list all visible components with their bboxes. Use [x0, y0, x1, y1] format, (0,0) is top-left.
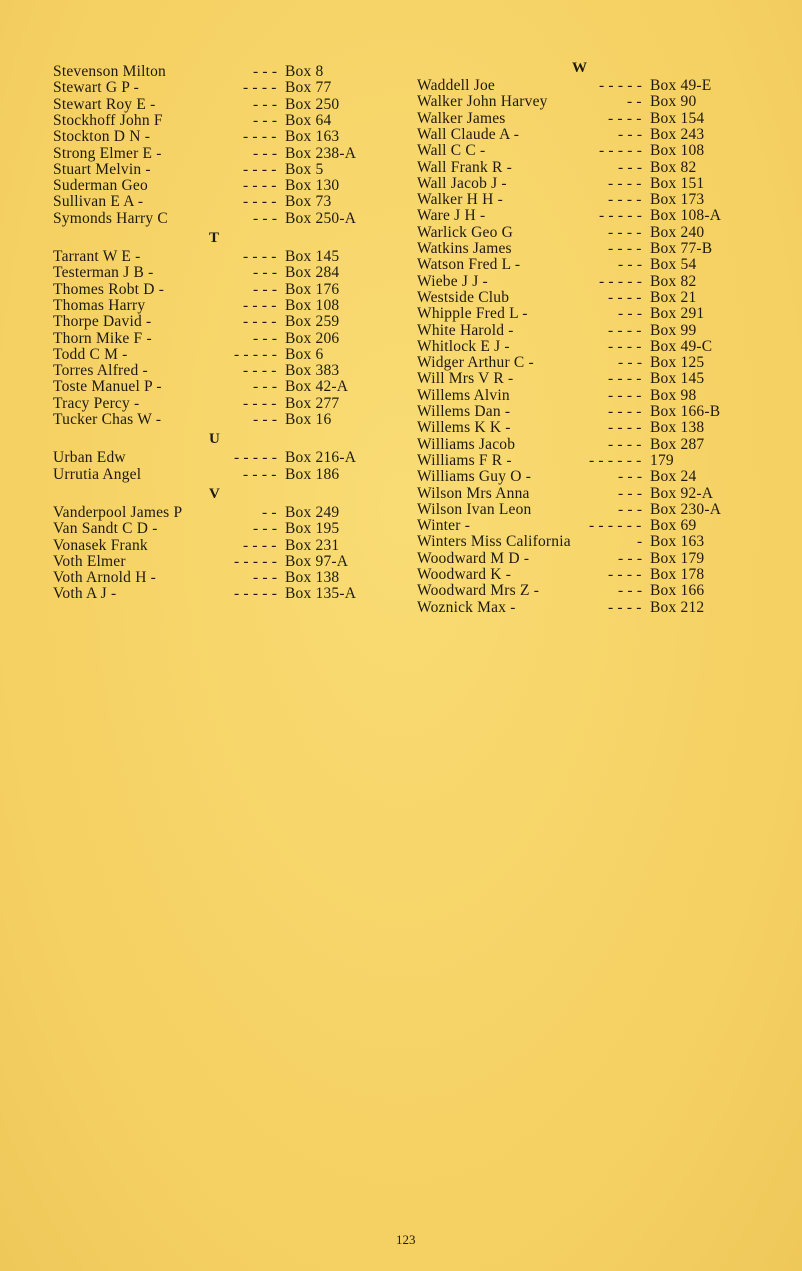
entry-box: Box 212	[650, 598, 705, 616]
entry-name: Willems K K -	[417, 419, 511, 437]
entry-name: Williams F R -	[417, 451, 512, 469]
entry-leaders: - - - -	[243, 128, 277, 146]
entry-leaders: - - - -	[608, 403, 642, 420]
directory-entry	[417, 437, 747, 453]
entry-name: Widger Arthur C -	[417, 354, 534, 372]
entry-name: Warlick Geo G	[417, 223, 514, 241]
entry-leaders: - - -	[253, 209, 278, 227]
entry-name: Voth A J -	[53, 585, 117, 603]
entry-box: Box 166	[650, 582, 705, 600]
entry-box: Box 92-A	[650, 484, 714, 502]
entry-name: Vanderpool James P	[53, 503, 183, 521]
entry-name: Symonds Harry C	[53, 209, 168, 227]
entry-name: Thorpe David -	[53, 313, 152, 331]
entry-leaders: - - -	[618, 484, 643, 502]
directory-entry	[417, 486, 747, 502]
directory-entry	[53, 162, 383, 178]
entry-name: Watkins James	[417, 240, 512, 257]
entry-box: Box 82	[650, 272, 697, 290]
directory-entry	[53, 265, 383, 281]
entry-box: Box 24	[650, 468, 697, 486]
entry-name: Stevenson Milton	[53, 63, 166, 80]
entry-box: Box 77	[285, 79, 332, 97]
directory-entry	[53, 129, 383, 145]
directory-entry	[417, 94, 747, 110]
entry-box: Box 130	[285, 177, 340, 195]
entry-box: Box 97-A	[285, 552, 349, 570]
entry-name: Whipple Fred L -	[417, 305, 528, 323]
entry-leaders: - - - -	[243, 465, 277, 483]
directory-entry	[417, 306, 747, 322]
entry-name: Vonasek Frank	[53, 536, 148, 554]
directory-entry	[53, 570, 383, 586]
entry-box: Box 108	[285, 296, 340, 314]
entry-name: Todd C M -	[53, 345, 128, 363]
entry-leaders: - - - -	[608, 337, 642, 355]
entry-box: 179	[650, 451, 674, 469]
entry-box: Box 108	[650, 142, 705, 160]
directory-entry	[417, 290, 747, 306]
entry-leaders: - - - -	[608, 435, 642, 453]
entry-leaders: - - - -	[608, 240, 642, 257]
directory-entry	[53, 379, 383, 395]
entry-leaders: - - - -	[608, 223, 642, 241]
entry-box: Box 6	[285, 345, 324, 363]
entry-box: Box 42-A	[285, 378, 349, 396]
entry-name: Whitlock E J -	[417, 337, 510, 355]
entry-name: Thomes Robt D -	[53, 280, 165, 298]
entry-leaders: - - -	[618, 158, 643, 176]
entry-name: Williams Jacob	[417, 435, 516, 453]
directory-entry	[53, 363, 383, 379]
entry-box: Box 49-E	[650, 77, 712, 94]
directory-entry	[53, 211, 383, 227]
entry-box: Box 21	[650, 288, 697, 306]
entry-box: Box 125	[650, 354, 705, 372]
directory-entry	[417, 323, 747, 339]
directory-entry	[417, 371, 747, 387]
entry-name: Tucker Chas W -	[53, 411, 162, 428]
entry-name: Ware J H -	[417, 207, 486, 225]
entry-name: Watson Fred L -	[417, 256, 521, 274]
entry-leaders: -	[637, 533, 643, 551]
entry-box: Box 99	[650, 321, 697, 339]
entry-leaders: - - - - - -	[589, 451, 642, 469]
entry-box: Box 230-A	[650, 500, 722, 518]
entry-box: Box 206	[285, 329, 340, 347]
entry-leaders: - - - -	[243, 79, 277, 97]
section-letter: W	[572, 60, 587, 76]
entry-leaders: - - - -	[243, 313, 277, 331]
directory-entry	[417, 274, 747, 290]
entry-leaders: - - -	[253, 280, 278, 298]
entry-box: Box 73	[285, 193, 332, 211]
directory-entry	[53, 450, 383, 466]
entry-box: Box 216-A	[285, 449, 357, 467]
entry-name: Urban Edw	[53, 449, 126, 467]
entry-box: Box 291	[650, 305, 705, 323]
entry-leaders: - - - -	[243, 248, 277, 265]
entry-leaders: - - - - - -	[589, 517, 642, 535]
directory-entry	[53, 298, 383, 314]
directory-entry	[417, 551, 747, 567]
entry-box: Box 166-B	[650, 403, 721, 420]
entry-name: Tracy Percy -	[53, 394, 140, 412]
entry-leaders: - - -	[253, 411, 278, 428]
directory-entry	[417, 388, 747, 404]
entry-leaders: - - -	[618, 305, 643, 323]
directory-entry	[417, 176, 747, 192]
entry-leaders: - - - - -	[234, 345, 278, 363]
entry-name: Will Mrs V R -	[417, 370, 514, 388]
entry-name: Suderman Geo	[53, 177, 148, 195]
entry-box: Box 145	[650, 370, 705, 388]
entry-name: Wiebe J J -	[417, 272, 488, 290]
entry-name: Thomas Harry	[53, 296, 146, 314]
entry-box: Box 250	[285, 95, 340, 113]
entry-name: Voth Elmer	[53, 552, 126, 570]
entry-name: Waddell Joe	[417, 77, 495, 94]
entry-name: Winter -	[417, 517, 471, 535]
entry-name: Woodward K -	[417, 566, 512, 583]
entry-box: Box 284	[285, 264, 340, 282]
entry-leaders: - - - -	[608, 288, 642, 306]
entry-name: Woodward Mrs Z -	[417, 582, 540, 600]
directory-entry	[53, 554, 383, 570]
directory-entry	[417, 208, 747, 224]
directory-entry	[417, 567, 747, 583]
entry-leaders: - - - -	[243, 394, 277, 412]
entry-box: Box 231	[285, 536, 340, 554]
directory-entry	[417, 339, 747, 355]
entry-leaders: - - -	[618, 125, 643, 143]
entry-box: Box 163	[285, 128, 340, 146]
entry-box: Box 287	[650, 435, 705, 453]
entry-box: Box 64	[285, 111, 332, 129]
entry-box: Box 82	[650, 158, 697, 176]
entry-leaders: - - -	[253, 329, 278, 347]
entry-leaders: - - - - -	[234, 585, 278, 603]
directory-entry	[53, 249, 383, 265]
directory-entry	[53, 347, 383, 363]
entry-box: Box 179	[650, 549, 705, 567]
directory-entry	[53, 538, 383, 554]
entry-leaders: - - - -	[608, 191, 642, 209]
entry-name: Urrutia Angel	[53, 465, 142, 483]
entry-name: Walker John Harvey	[417, 93, 548, 111]
entry-leaders: - - - - -	[234, 449, 278, 467]
entry-leaders: - - -	[253, 378, 278, 396]
entry-leaders: - - - -	[608, 174, 642, 192]
directory-entry	[417, 143, 747, 159]
entry-name: Voth Arnold H -	[53, 569, 157, 587]
directory-entry	[53, 178, 383, 194]
directory-entry	[417, 111, 747, 127]
entry-name: Toste Manuel P -	[53, 378, 162, 396]
directory-entry	[417, 583, 747, 599]
entry-box: Box 259	[285, 313, 340, 331]
directory-entry	[53, 80, 383, 96]
directory-entry	[417, 600, 747, 616]
entry-name: Wall Claude A -	[417, 125, 520, 143]
entry-leaders: - - -	[253, 520, 278, 538]
entry-box: Box 238-A	[285, 144, 357, 162]
directory-entry	[417, 404, 747, 420]
entry-box: Box 135-A	[285, 585, 357, 603]
entry-name: Tarrant W E -	[53, 248, 141, 265]
directory-entry	[53, 113, 383, 129]
entry-box: Box 69	[650, 517, 697, 535]
section-letter: V	[209, 485, 220, 502]
entry-name: Wilson Mrs Anna	[417, 484, 530, 502]
entry-name: Wall Jacob J -	[417, 174, 507, 192]
entry-name: Thorn Mike F -	[53, 329, 152, 347]
directory-entry	[53, 505, 383, 521]
entry-box: Box 90	[650, 93, 697, 111]
entry-name: Woodward M D -	[417, 549, 530, 567]
entry-name: Strong Elmer E -	[53, 144, 162, 162]
entry-box: Box 195	[285, 520, 340, 538]
directory-entry	[417, 192, 747, 208]
entry-box: Box 108-A	[650, 207, 722, 225]
entry-leaders: - - -	[253, 63, 278, 80]
entry-leaders: - - -	[618, 256, 643, 274]
directory-entry	[53, 282, 383, 298]
directory-entry	[417, 257, 747, 273]
entry-box: Box 249	[285, 503, 340, 521]
entry-box: Box 5	[285, 160, 324, 178]
entry-leaders: - -	[627, 93, 642, 111]
entry-leaders: - - -	[618, 354, 643, 372]
entry-name: Willems Alvin	[417, 386, 510, 404]
entry-name: Stockton D N -	[53, 128, 151, 146]
directory-entry	[417, 127, 747, 143]
entry-leaders: - - - -	[608, 386, 642, 404]
entry-box: Box 151	[650, 174, 705, 192]
entry-box: Box 138	[285, 569, 340, 587]
directory-entry	[417, 469, 747, 485]
directory-entry	[53, 64, 383, 80]
entry-name: Torres Alfred -	[53, 362, 148, 380]
entry-leaders: - - - -	[243, 536, 277, 554]
entry-leaders: - - - - -	[599, 272, 643, 290]
entry-leaders: - - - -	[608, 419, 642, 437]
entry-leaders: - - - -	[243, 362, 277, 380]
directory-entry	[53, 331, 383, 347]
entry-name: Winters Miss California	[417, 533, 571, 551]
entry-leaders: - - -	[618, 468, 643, 486]
entry-leaders: - - - - -	[599, 207, 643, 225]
entry-leaders: - -	[262, 503, 277, 521]
entry-name: Stewart G P -	[53, 79, 139, 97]
entry-leaders: - - - -	[608, 109, 642, 127]
entry-box: Box 163	[650, 533, 705, 551]
directory-entry	[417, 160, 747, 176]
section-letter: T	[209, 230, 220, 246]
entry-leaders: - - -	[253, 264, 278, 282]
entry-box: Box 250-A	[285, 209, 357, 227]
directory-entry	[417, 534, 747, 550]
entry-leaders: - - -	[253, 95, 278, 113]
directory-entry	[53, 97, 383, 113]
entry-name: Sullivan E A -	[53, 193, 144, 211]
directory-entry	[417, 355, 747, 371]
entry-name: Williams Guy O -	[417, 468, 532, 486]
entry-box: Box 383	[285, 362, 340, 380]
directory-entry	[417, 78, 747, 94]
entry-leaders: - - - - -	[599, 142, 643, 160]
entry-box: Box 16	[285, 411, 332, 428]
entry-box: Box 178	[650, 566, 705, 583]
entry-name: Stewart Roy E -	[53, 95, 156, 113]
directory-entry	[53, 314, 383, 330]
directory-entry	[53, 412, 383, 428]
entry-name: Walker H H -	[417, 191, 503, 209]
entry-leaders: - - - - -	[599, 77, 643, 94]
entry-leaders: - - -	[253, 569, 278, 587]
entry-box: Box 176	[285, 280, 340, 298]
entry-leaders: - - - -	[608, 370, 642, 388]
entry-box: Box 186	[285, 465, 340, 483]
entry-name: Wall Frank R -	[417, 158, 512, 176]
entry-name: Walker James	[417, 109, 506, 127]
directory-entry	[417, 225, 747, 241]
entry-box: Box 98	[650, 386, 697, 404]
directory-entry	[417, 420, 747, 436]
entry-leaders: - - -	[618, 500, 643, 518]
directory-entry	[417, 518, 747, 534]
entry-leaders: - - - -	[608, 566, 642, 583]
entry-box: Box 54	[650, 256, 697, 274]
entry-leaders: - - - -	[608, 598, 642, 616]
entry-box: Box 173	[650, 191, 705, 209]
entry-name: Stuart Melvin -	[53, 160, 151, 178]
entry-leaders: - - - -	[243, 193, 277, 211]
directory-entry	[417, 453, 747, 469]
section-letter: U	[209, 431, 220, 448]
entry-name: Wall C C -	[417, 142, 486, 160]
entry-box: Box 8	[285, 63, 324, 80]
entry-leaders: - - - - -	[234, 552, 278, 570]
directory-entry	[53, 467, 383, 483]
entry-box: Box 154	[650, 109, 705, 127]
entry-leaders: - - - -	[243, 177, 277, 195]
entry-leaders: - - -	[618, 582, 643, 600]
entry-box: Box 77-B	[650, 240, 713, 257]
entry-box: Box 240	[650, 223, 705, 241]
entry-name: Willems Dan -	[417, 403, 511, 420]
entry-box: Box 243	[650, 125, 705, 143]
directory-entry	[53, 586, 383, 602]
entry-leaders: - - -	[618, 549, 643, 567]
entry-name: Stockhoff John F	[53, 111, 163, 129]
entry-name: White Harold -	[417, 321, 514, 339]
entry-leaders: - - -	[253, 144, 278, 162]
directory-entry	[53, 521, 383, 537]
page-number: 123	[396, 1232, 416, 1247]
entry-leaders: - - - -	[243, 296, 277, 314]
entry-leaders: - - -	[253, 111, 278, 129]
entry-box: Box 145	[285, 248, 340, 265]
entry-name: Van Sandt C D -	[53, 520, 158, 538]
entry-box: Box 277	[285, 394, 340, 412]
entry-name: Wilson Ivan Leon	[417, 500, 532, 518]
entry-leaders: - - - -	[608, 321, 642, 339]
directory-entry	[417, 241, 747, 257]
directory-entry	[53, 146, 383, 162]
entry-box: Box 138	[650, 419, 705, 437]
directory-entry	[53, 194, 383, 210]
entry-name: Westside Club	[417, 288, 510, 306]
entry-name: Woznick Max -	[417, 598, 516, 616]
entry-name: Testerman J B -	[53, 264, 154, 282]
entry-box: Box 49-C	[650, 337, 713, 355]
entry-leaders: - - - -	[243, 160, 277, 178]
directory-entry	[417, 502, 747, 518]
directory-entry	[53, 396, 383, 412]
